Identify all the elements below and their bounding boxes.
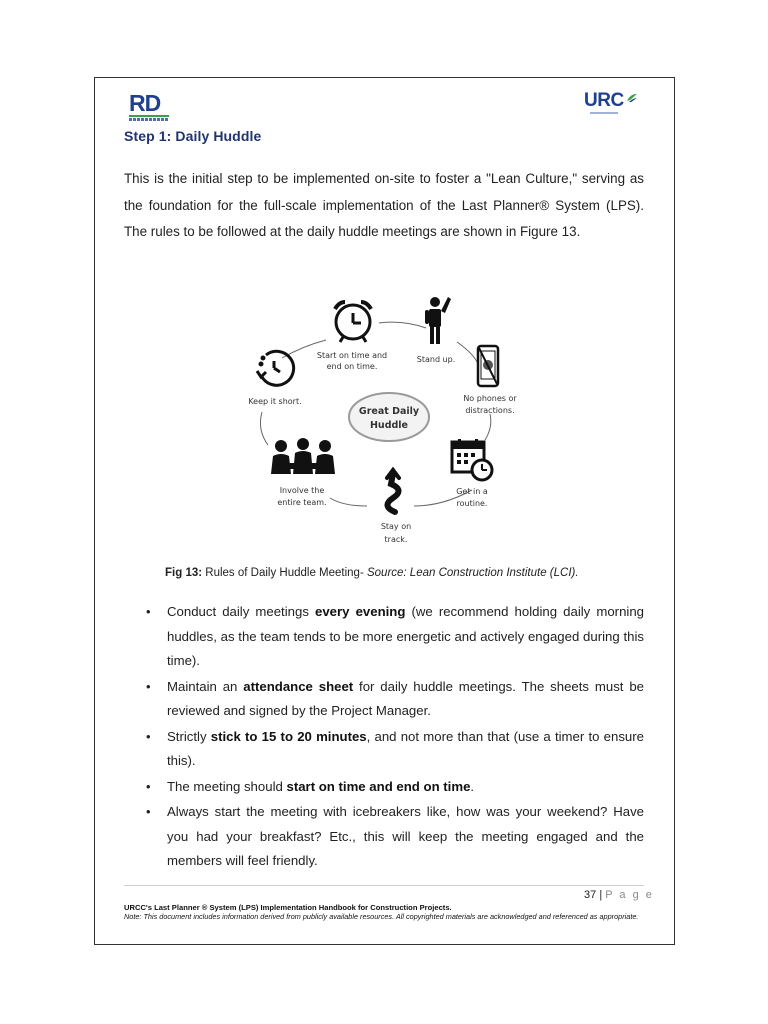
daily-huddle-diagram	[238, 292, 538, 552]
rules-list	[146, 600, 644, 875]
standing-person-icon	[425, 297, 451, 344]
item-team-line2: entire team.	[277, 498, 327, 507]
item-team-line1: Involve the	[279, 486, 325, 495]
urc-logo-text: URC	[584, 90, 624, 111]
caption-label: Fig 13:	[165, 567, 203, 579]
calendar-clock-icon	[452, 439, 492, 480]
urc-logo-tagline	[590, 111, 640, 115]
item-track-line1: Stay on	[380, 522, 412, 531]
rd-logo-text: RD	[129, 90, 161, 116]
item-nophone-line2: distractions.	[465, 406, 515, 415]
footer-title: URCC's Last Planner ® System (LPS) Implementation Handbook for Construction Projects.	[124, 903, 452, 912]
caption-text: Rules of Daily Huddle Meeting-	[202, 567, 367, 579]
page-number	[584, 889, 654, 901]
figure-caption	[165, 567, 579, 579]
item-short-line1: Keep it short.	[248, 397, 302, 406]
list-item: • Maintain an attendance sheet for daily huddle meetings. The sheets must be reviewed and signed by the Project Manager.	[146, 675, 644, 724]
item-start-line2: end on time.	[326, 362, 378, 371]
footer-divider	[124, 885, 644, 886]
item-routine-line1: Get in a	[456, 487, 488, 496]
page-word: P a g e	[605, 889, 654, 901]
team-icon	[271, 438, 335, 474]
page-separator: |	[599, 889, 603, 901]
list-item: • Conduct daily meetings every evening (we recommend holding daily morning huddles, as the team tends to be more energetic and actively engaged during this time).	[146, 600, 644, 674]
list-item: • Strictly stick to 15 to 20 minutes, and not more than that (use a timer to ensure this).	[146, 725, 644, 774]
urc-logo	[584, 92, 640, 118]
item-track-line2: track.	[384, 535, 408, 544]
list-item: • Always start the meeting with icebreakers like, how was your weekend? Have you had your breakfast? Etc., this will keep the meeting engaged and the members will feel friendly.	[146, 800, 644, 874]
section-heading: Step 1: Daily Huddle	[124, 128, 262, 144]
urc-bird-icon	[626, 93, 638, 103]
intro-paragraph: This is the initial step to be implemented on-site to foster a "Lean Culture," serving as the foundation for the full-scale implementation of the Last Planner® System (LPS). The rules to be followed at the daily huddle meetings are shown in Figure 13.	[124, 171, 644, 239]
center-label-line1: Great Daily	[358, 406, 420, 417]
rd-logo	[129, 92, 171, 118]
item-routine-line2: routine.	[456, 499, 488, 508]
center-label-line2: Huddle	[369, 420, 409, 431]
timer-icon	[257, 351, 294, 385]
alarm-clock-icon	[335, 302, 371, 342]
no-phone-icon	[478, 346, 498, 386]
page-number-value: 37	[584, 889, 597, 901]
list-item: • The meeting should start on time and end on time.	[146, 775, 644, 800]
item-start-line1: Start on time and	[316, 351, 388, 360]
caption-source: Source: Lean Construction Institute (LCI).	[366, 567, 579, 579]
center-ellipse	[349, 393, 429, 441]
winding-path-icon	[387, 470, 399, 512]
item-stand-line1: Stand up.	[416, 355, 456, 364]
item-nophone-line1: No phones or	[463, 394, 517, 403]
footer-note: Note: This document includes information derived from publicly available resources. All copyrighted materials are acknowledged and referenced as appropriate.	[124, 912, 639, 921]
